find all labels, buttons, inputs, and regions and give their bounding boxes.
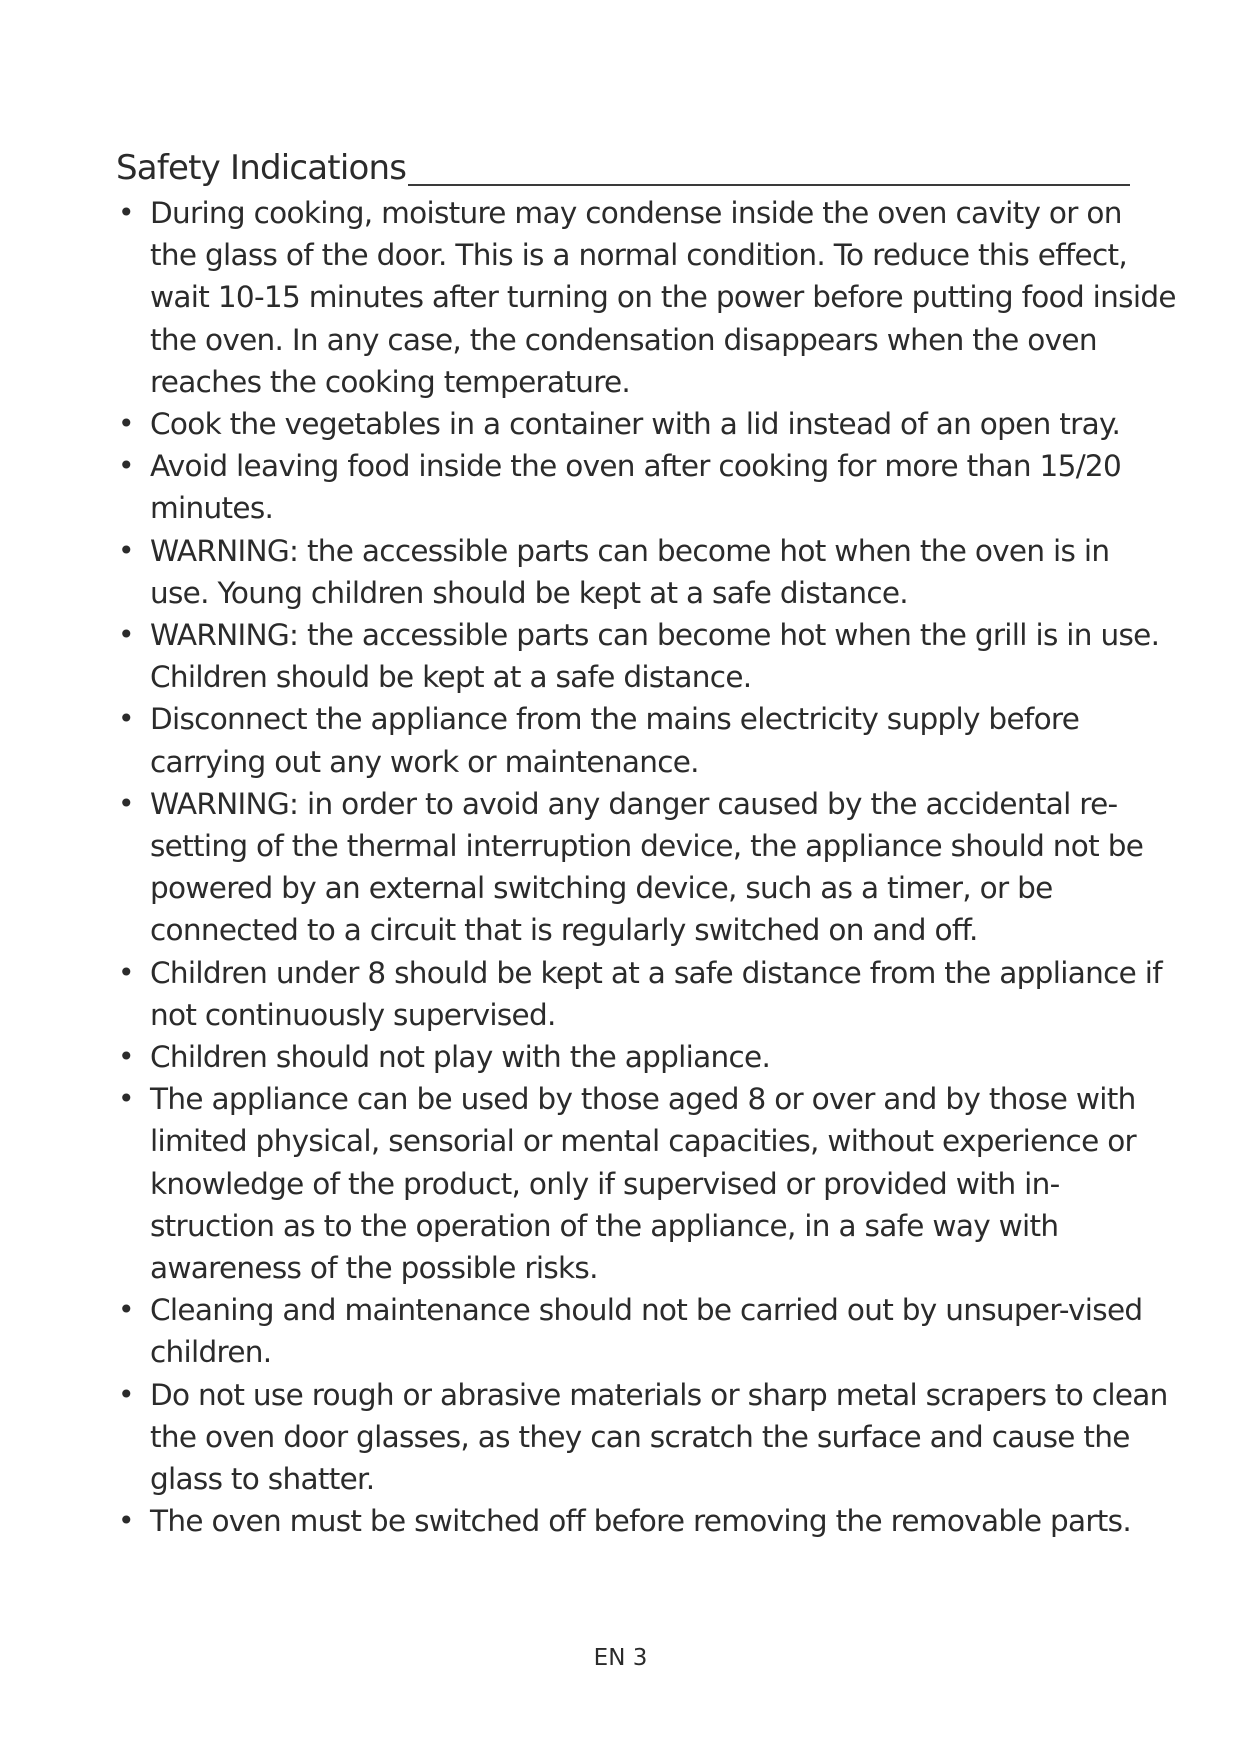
list-item: • Avoid leaving food inside the oven after cooking for more than 15/20 minutes.	[116, 445, 1176, 529]
list-item: • During cooking, moisture may condense inside the oven cavity or on the glass of the door. This is a normal condition. To reduce this effect, wait 10-15 minutes after turning on the power before putting food inside the oven. In any case, the condensation disappears when the oven reaches the cooking temperature.	[116, 192, 1176, 403]
list-item: • Children should not play with the appliance.	[116, 1036, 1176, 1078]
list-item: • Do not use rough or abrasive materials or sharp metal scrapers to clean the oven door glasses, as they can scratch the surface and cause the glass to shatter.	[116, 1374, 1176, 1501]
page-title: Safety Indications	[116, 148, 407, 188]
list-item: • Cleaning and maintenance should not be carried out by unsuper-vised children.	[116, 1289, 1176, 1373]
list-item: • Children under 8 should be kept at a safe distance from the appliance if not continuously supervised.	[116, 952, 1176, 1036]
heading-rule	[116, 140, 1130, 186]
list-item: • WARNING: the accessible parts can become hot when the oven is in use. Young children should be kept at a safe distance.	[116, 530, 1176, 614]
list-item: • The appliance can be used by those aged 8 or over and by those with limited physical, sensorial or mental capacities, without experience or knowledge of the product, only if supervised or provided with in-struction as to the operation of the appliance, in a safe way with awareness of the possible risks.	[116, 1078, 1176, 1289]
page-number: EN 3	[593, 1645, 648, 1671]
list-item: • WARNING: the accessible parts can become hot when the grill is in use. Children should be kept at a safe distance.	[116, 614, 1176, 698]
list-item: • Disconnect the appliance from the mains electricity supply before carrying out any work or maintenance.	[116, 698, 1176, 782]
safety-list	[116, 192, 1176, 1543]
list-item: • WARNING: in order to avoid any danger caused by the accidental re-setting of the thermal interruption device, the appliance should not be powered by an external switching device, such as a timer, or be connected to a circuit that is regularly switched on and off.	[116, 783, 1176, 952]
list-item: • The oven must be switched off before removing the removable parts.	[116, 1500, 1176, 1542]
list-item: • Cook the vegetables in a container with a lid instead of an open tray.	[116, 403, 1176, 445]
